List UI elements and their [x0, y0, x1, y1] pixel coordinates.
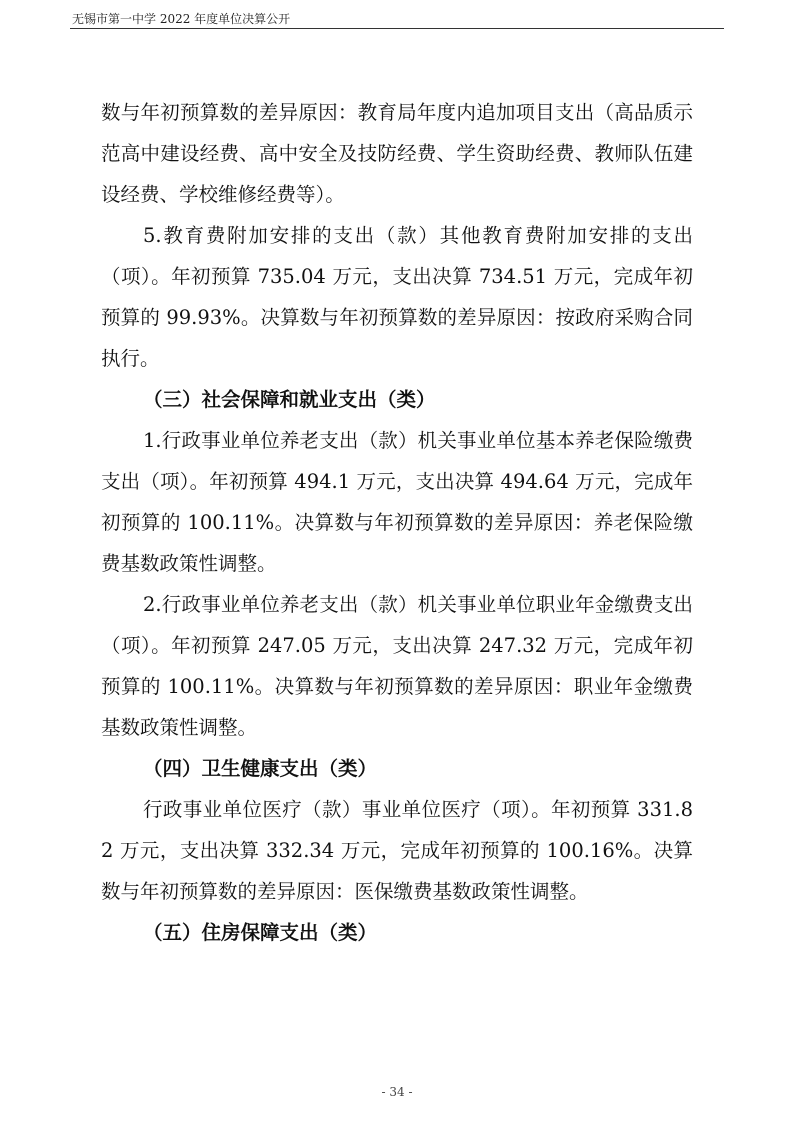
running-header: 无锡市第一中学 2022 年度单位决算公开 — [72, 12, 291, 26]
document-body — [101, 92, 693, 953]
paragraph-item-1: 1.行政事业单位养老支出（款）机关事业单位基本养老保险缴费支出（项）。年初预算 494.1 万元，支出决算 494.64 万元，完成年初预算的 100.11%。决算数与年初预算数的差异原因：养老保险缴费基数政策性调整。 — [101, 429, 693, 575]
paragraph-item-5: 5.教育费附加安排的支出（款）其他教育费附加安排的支出（项）。年初预算 735.04 万元，支出决算 734.51 万元，完成年初预算的 99.93%。决算数与年初预算数的差异原因：按政府采购合同执行。 — [101, 224, 693, 370]
section-heading-housing: （五）住房保障支出（类） — [143, 921, 378, 944]
section-heading-health: （四）卫生健康支出（类） — [143, 757, 378, 780]
section-heading-social-security: （三）社会保障和就业支出（类） — [143, 388, 436, 411]
paragraph-health-medical: 行政事业单位医疗（款）事业单位医疗（项）。年初预算 331.82 万元，支出决算 332.34 万元，完成年初预算的 100.16%。决算数与年初预算数的差异原因：医保缴费基数政策性调整。 — [101, 798, 693, 903]
paragraph-item-2: 2.行政事业单位养老支出（款）机关事业单位职业年金缴费支出（项）。年初预算 247.05 万元，支出决算 247.32 万元，完成年初预算的 100.11%。决算数与年初预算数的差异原因：职业年金缴费基数政策性调整。 — [101, 593, 693, 739]
page-number: - 34 - — [381, 1085, 413, 1099]
header-divider — [70, 28, 724, 29]
paragraph-continuation: 数与年初预算数的差异原因：教育局年度内追加项目支出（高品质示范高中建设经费、高中安全及技防经费、学生资助经费、教师队伍建设经费、学校维修经费等）。 — [101, 101, 693, 206]
